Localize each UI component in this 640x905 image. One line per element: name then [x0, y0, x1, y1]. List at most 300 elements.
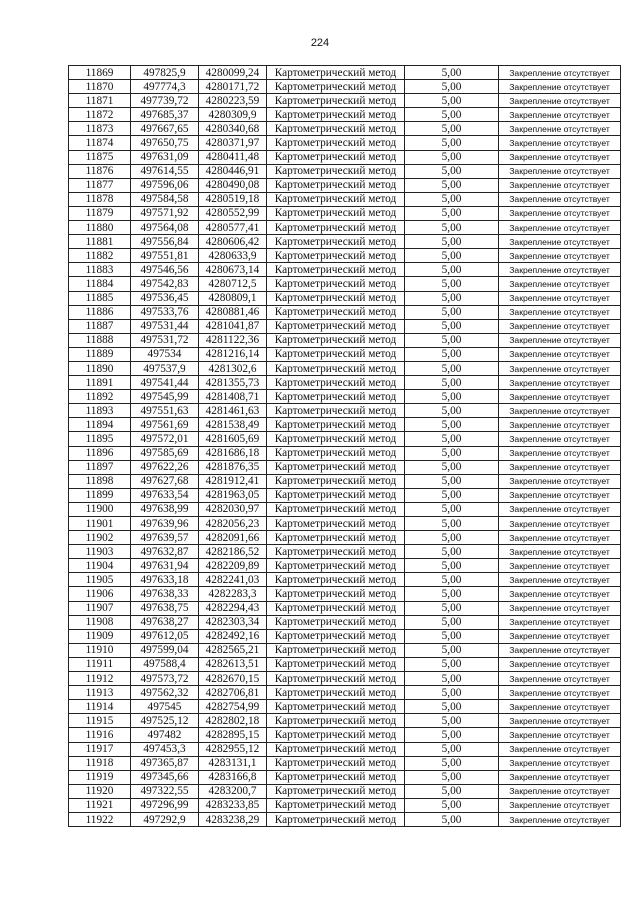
point-number-cell: 11920 [69, 784, 131, 798]
y-coordinate-cell: 4283200,7 [199, 784, 267, 798]
y-coordinate-cell: 4282030,97 [199, 502, 267, 516]
method-cell: Картометрический метод [267, 136, 405, 150]
fixation-cell: Закрепление отсутствует [499, 812, 621, 826]
fixation-cell: Закрепление отсутствует [499, 235, 621, 249]
method-cell: Картометрический метод [267, 192, 405, 206]
accuracy-cell: 5,00 [405, 206, 499, 220]
point-number-cell: 11881 [69, 235, 131, 249]
fixation-cell: Закрепление отсутствует [499, 728, 621, 742]
accuracy-cell: 5,00 [405, 502, 499, 516]
point-number-cell: 11913 [69, 686, 131, 700]
table-row [69, 66, 621, 80]
point-number-cell: 11916 [69, 728, 131, 742]
point-number-cell: 11901 [69, 517, 131, 531]
method-cell: Картометрический метод [267, 150, 405, 164]
x-coordinate-cell: 497638,99 [131, 502, 199, 516]
point-number-cell: 11875 [69, 150, 131, 164]
accuracy-cell: 5,00 [405, 164, 499, 178]
method-cell: Картометрический метод [267, 235, 405, 249]
method-cell: Картометрический метод [267, 615, 405, 629]
y-coordinate-cell: 4283238,29 [199, 812, 267, 826]
fixation-cell: Закрепление отсутствует [499, 672, 621, 686]
table-row [69, 728, 621, 742]
fixation-cell: Закрепление отсутствует [499, 798, 621, 812]
method-cell: Картометрический метод [267, 404, 405, 418]
method-cell: Картометрический метод [267, 531, 405, 545]
table-row [69, 460, 621, 474]
x-coordinate-cell: 497296,99 [131, 798, 199, 812]
fixation-cell: Закрепление отсутствует [499, 460, 621, 474]
fixation-cell: Закрепление отсутствует [499, 784, 621, 798]
y-coordinate-cell: 4280446,91 [199, 164, 267, 178]
point-number-cell: 11915 [69, 714, 131, 728]
point-number-cell: 11895 [69, 432, 131, 446]
method-cell: Картометрический метод [267, 559, 405, 573]
x-coordinate-cell: 497774,3 [131, 80, 199, 94]
table-row [69, 587, 621, 601]
point-number-cell: 11874 [69, 136, 131, 150]
y-coordinate-cell: 4282706,81 [199, 686, 267, 700]
accuracy-cell: 5,00 [405, 80, 499, 94]
method-cell: Картометрический метод [267, 643, 405, 657]
fixation-cell: Закрепление отсутствует [499, 643, 621, 657]
fixation-cell: Закрепление отсутствует [499, 376, 621, 390]
x-coordinate-cell: 497564,08 [131, 221, 199, 235]
point-number-cell: 11909 [69, 629, 131, 643]
method-cell: Картометрический метод [267, 770, 405, 784]
method-cell: Картометрический метод [267, 418, 405, 432]
method-cell: Картометрический метод [267, 545, 405, 559]
table-row [69, 531, 621, 545]
accuracy-cell: 5,00 [405, 545, 499, 559]
fixation-cell: Закрепление отсутствует [499, 94, 621, 108]
x-coordinate-cell: 497345,66 [131, 770, 199, 784]
x-coordinate-cell: 497739,72 [131, 94, 199, 108]
y-coordinate-cell: 4280552,99 [199, 206, 267, 220]
point-number-cell: 11912 [69, 672, 131, 686]
point-number-cell: 11870 [69, 80, 131, 94]
y-coordinate-cell: 4282802,18 [199, 714, 267, 728]
y-coordinate-cell: 4281408,71 [199, 390, 267, 404]
table-row [69, 361, 621, 375]
method-cell: Картометрический метод [267, 573, 405, 587]
accuracy-cell: 5,00 [405, 756, 499, 770]
method-cell: Картометрический метод [267, 221, 405, 235]
method-cell: Картометрический метод [267, 601, 405, 615]
x-coordinate-cell: 497639,57 [131, 531, 199, 545]
x-coordinate-cell: 497638,75 [131, 601, 199, 615]
accuracy-cell: 5,00 [405, 319, 499, 333]
y-coordinate-cell: 4281912,41 [199, 474, 267, 488]
table-row [69, 347, 621, 361]
x-coordinate-cell: 497596,06 [131, 178, 199, 192]
y-coordinate-cell: 4282955,12 [199, 742, 267, 756]
point-number-cell: 11871 [69, 94, 131, 108]
fixation-cell: Закрепление отсутствует [499, 333, 621, 347]
table-row [69, 446, 621, 460]
accuracy-cell: 5,00 [405, 812, 499, 826]
x-coordinate-cell: 497545,99 [131, 390, 199, 404]
fixation-cell: Закрепление отсутствует [499, 742, 621, 756]
table-body [69, 66, 621, 827]
method-cell: Картометрический метод [267, 700, 405, 714]
table-row [69, 164, 621, 178]
x-coordinate-cell: 497551,63 [131, 404, 199, 418]
table-row [69, 150, 621, 164]
accuracy-cell: 5,00 [405, 629, 499, 643]
x-coordinate-cell: 497633,54 [131, 488, 199, 502]
x-coordinate-cell: 497571,92 [131, 206, 199, 220]
x-coordinate-cell: 497292,9 [131, 812, 199, 826]
y-coordinate-cell: 4283166,8 [199, 770, 267, 784]
y-coordinate-cell: 4282492,16 [199, 629, 267, 643]
point-number-cell: 11910 [69, 643, 131, 657]
x-coordinate-cell: 497545 [131, 700, 199, 714]
table-row [69, 136, 621, 150]
point-number-cell: 11900 [69, 502, 131, 516]
x-coordinate-cell: 497667,65 [131, 122, 199, 136]
accuracy-cell: 5,00 [405, 136, 499, 150]
page-number: 224 [310, 37, 330, 49]
y-coordinate-cell: 4282186,52 [199, 545, 267, 559]
fixation-cell: Закрепление отсутствует [499, 418, 621, 432]
point-number-cell: 11908 [69, 615, 131, 629]
y-coordinate-cell: 4282209,89 [199, 559, 267, 573]
accuracy-cell: 5,00 [405, 700, 499, 714]
table-row [69, 474, 621, 488]
point-number-cell: 11904 [69, 559, 131, 573]
y-coordinate-cell: 4282294,43 [199, 601, 267, 615]
method-cell: Картометрический метод [267, 277, 405, 291]
accuracy-cell: 5,00 [405, 94, 499, 108]
point-number-cell: 11872 [69, 108, 131, 122]
y-coordinate-cell: 4280519,18 [199, 192, 267, 206]
table-row [69, 376, 621, 390]
fixation-cell: Закрепление отсутствует [499, 249, 621, 263]
point-number-cell: 11921 [69, 798, 131, 812]
y-coordinate-cell: 4282895,15 [199, 728, 267, 742]
accuracy-cell: 5,00 [405, 474, 499, 488]
method-cell: Картометрический метод [267, 263, 405, 277]
fixation-cell: Закрепление отсутствует [499, 601, 621, 615]
point-number-cell: 11884 [69, 277, 131, 291]
y-coordinate-cell: 4280809,1 [199, 291, 267, 305]
table-row [69, 573, 621, 587]
accuracy-cell: 5,00 [405, 615, 499, 629]
y-coordinate-cell: 4280099,24 [199, 66, 267, 80]
point-number-cell: 11894 [69, 418, 131, 432]
fixation-cell: Закрепление отсутствует [499, 206, 621, 220]
x-coordinate-cell: 497633,18 [131, 573, 199, 587]
table-row [69, 291, 621, 305]
point-number-cell: 11914 [69, 700, 131, 714]
y-coordinate-cell: 4281355,73 [199, 376, 267, 390]
table-row [69, 206, 621, 220]
fixation-cell: Закрепление отсутствует [499, 192, 621, 206]
x-coordinate-cell: 497534 [131, 347, 199, 361]
point-number-cell: 11869 [69, 66, 131, 80]
table-row [69, 192, 621, 206]
y-coordinate-cell: 4280606,42 [199, 235, 267, 249]
y-coordinate-cell: 4281876,35 [199, 460, 267, 474]
accuracy-cell: 5,00 [405, 108, 499, 122]
y-coordinate-cell: 4282241,03 [199, 573, 267, 587]
point-number-cell: 11889 [69, 347, 131, 361]
y-coordinate-cell: 4282754,99 [199, 700, 267, 714]
fixation-cell: Закрепление отсутствует [499, 446, 621, 460]
table-row [69, 700, 621, 714]
method-cell: Картометрический метод [267, 164, 405, 178]
table-row [69, 643, 621, 657]
x-coordinate-cell: 497627,68 [131, 474, 199, 488]
fixation-cell: Закрепление отсутствует [499, 587, 621, 601]
table-row [69, 502, 621, 516]
x-coordinate-cell: 497561,69 [131, 418, 199, 432]
accuracy-cell: 5,00 [405, 122, 499, 136]
fixation-cell: Закрепление отсутствует [499, 66, 621, 80]
table-row [69, 559, 621, 573]
y-coordinate-cell: 4280673,14 [199, 263, 267, 277]
x-coordinate-cell: 497614,55 [131, 164, 199, 178]
fixation-cell: Закрепление отсутствует [499, 686, 621, 700]
method-cell: Картометрический метод [267, 376, 405, 390]
accuracy-cell: 5,00 [405, 573, 499, 587]
point-number-cell: 11885 [69, 291, 131, 305]
x-coordinate-cell: 497588,4 [131, 657, 199, 671]
method-cell: Картометрический метод [267, 502, 405, 516]
coordinates-table [68, 65, 621, 827]
accuracy-cell: 5,00 [405, 150, 499, 164]
fixation-cell: Закрепление отсутствует [499, 319, 621, 333]
fixation-cell: Закрепление отсутствует [499, 221, 621, 235]
accuracy-cell: 5,00 [405, 66, 499, 80]
y-coordinate-cell: 4281963,05 [199, 488, 267, 502]
x-coordinate-cell: 497546,56 [131, 263, 199, 277]
accuracy-cell: 5,00 [405, 178, 499, 192]
y-coordinate-cell: 4281605,69 [199, 432, 267, 446]
method-cell: Картометрический метод [267, 728, 405, 742]
method-cell: Картометрический метод [267, 742, 405, 756]
x-coordinate-cell: 497531,44 [131, 319, 199, 333]
method-cell: Картометрический метод [267, 206, 405, 220]
accuracy-cell: 5,00 [405, 559, 499, 573]
accuracy-cell: 5,00 [405, 305, 499, 319]
y-coordinate-cell: 4282283,3 [199, 587, 267, 601]
x-coordinate-cell: 497556,84 [131, 235, 199, 249]
fixation-cell: Закрепление отсутствует [499, 150, 621, 164]
table-row [69, 714, 621, 728]
table-row [69, 333, 621, 347]
table-row [69, 221, 621, 235]
fixation-cell: Закрепление отсутствует [499, 629, 621, 643]
x-coordinate-cell: 497585,69 [131, 446, 199, 460]
accuracy-cell: 5,00 [405, 347, 499, 361]
method-cell: Картометрический метод [267, 178, 405, 192]
x-coordinate-cell: 497599,04 [131, 643, 199, 657]
x-coordinate-cell: 497572,01 [131, 432, 199, 446]
y-coordinate-cell: 4280309,9 [199, 108, 267, 122]
table-row [69, 756, 621, 770]
accuracy-cell: 5,00 [405, 432, 499, 446]
point-number-cell: 11876 [69, 164, 131, 178]
x-coordinate-cell: 497650,75 [131, 136, 199, 150]
point-number-cell: 11882 [69, 249, 131, 263]
method-cell: Картометрический метод [267, 319, 405, 333]
table-row [69, 235, 621, 249]
fixation-cell: Закрепление отсутствует [499, 545, 621, 559]
accuracy-cell: 5,00 [405, 249, 499, 263]
table-row [69, 80, 621, 94]
method-cell: Картометрический метод [267, 812, 405, 826]
table-row [69, 319, 621, 333]
point-number-cell: 11898 [69, 474, 131, 488]
point-number-cell: 11886 [69, 305, 131, 319]
accuracy-cell: 5,00 [405, 404, 499, 418]
fixation-cell: Закрепление отсутствует [499, 714, 621, 728]
y-coordinate-cell: 4280490,08 [199, 178, 267, 192]
accuracy-cell: 5,00 [405, 376, 499, 390]
fixation-cell: Закрепление отсутствует [499, 178, 621, 192]
point-number-cell: 11902 [69, 531, 131, 545]
method-cell: Картометрический метод [267, 333, 405, 347]
method-cell: Картометрический метод [267, 784, 405, 798]
table-row [69, 418, 621, 432]
point-number-cell: 11905 [69, 573, 131, 587]
x-coordinate-cell: 497541,44 [131, 376, 199, 390]
fixation-cell: Закрепление отсутствует [499, 502, 621, 516]
table-row [69, 277, 621, 291]
point-number-cell: 11911 [69, 657, 131, 671]
table-row [69, 94, 621, 108]
table-row [69, 798, 621, 812]
accuracy-cell: 5,00 [405, 531, 499, 545]
y-coordinate-cell: 4282670,15 [199, 672, 267, 686]
y-coordinate-cell: 4281122,36 [199, 333, 267, 347]
accuracy-cell: 5,00 [405, 657, 499, 671]
x-coordinate-cell: 497631,94 [131, 559, 199, 573]
table-row [69, 784, 621, 798]
x-coordinate-cell: 497531,72 [131, 333, 199, 347]
method-cell: Картометрический метод [267, 122, 405, 136]
fixation-cell: Закрепление отсутствует [499, 517, 621, 531]
table-row [69, 601, 621, 615]
accuracy-cell: 5,00 [405, 263, 499, 277]
table-row [69, 122, 621, 136]
method-cell: Картометрический метод [267, 432, 405, 446]
table-row [69, 629, 621, 643]
accuracy-cell: 5,00 [405, 221, 499, 235]
fixation-cell: Закрепление отсутствует [499, 559, 621, 573]
y-coordinate-cell: 4282565,21 [199, 643, 267, 657]
point-number-cell: 11891 [69, 376, 131, 390]
table-row [69, 812, 621, 826]
method-cell: Картометрический метод [267, 460, 405, 474]
fixation-cell: Закрепление отсутствует [499, 136, 621, 150]
fixation-cell: Закрепление отсутствует [499, 108, 621, 122]
table-row [69, 390, 621, 404]
method-cell: Картометрический метод [267, 714, 405, 728]
fixation-cell: Закрепление отсутствует [499, 404, 621, 418]
accuracy-cell: 5,00 [405, 601, 499, 615]
x-coordinate-cell: 497825,9 [131, 66, 199, 80]
point-number-cell: 11903 [69, 545, 131, 559]
x-coordinate-cell: 497612,05 [131, 629, 199, 643]
point-number-cell: 11917 [69, 742, 131, 756]
y-coordinate-cell: 4281461,63 [199, 404, 267, 418]
y-coordinate-cell: 4280340,68 [199, 122, 267, 136]
method-cell: Картометрический метод [267, 629, 405, 643]
accuracy-cell: 5,00 [405, 361, 499, 375]
y-coordinate-cell: 4280411,48 [199, 150, 267, 164]
accuracy-cell: 5,00 [405, 333, 499, 347]
accuracy-cell: 5,00 [405, 277, 499, 291]
accuracy-cell: 5,00 [405, 728, 499, 742]
y-coordinate-cell: 4282613,51 [199, 657, 267, 671]
accuracy-cell: 5,00 [405, 686, 499, 700]
table-row [69, 545, 621, 559]
y-coordinate-cell: 4280171,72 [199, 80, 267, 94]
method-cell: Картометрический метод [267, 94, 405, 108]
fixation-cell: Закрепление отсутствует [499, 700, 621, 714]
y-coordinate-cell: 4281216,14 [199, 347, 267, 361]
fixation-cell: Закрепление отсутствует [499, 164, 621, 178]
x-coordinate-cell: 497638,33 [131, 587, 199, 601]
point-number-cell: 11892 [69, 390, 131, 404]
y-coordinate-cell: 4281041,87 [199, 319, 267, 333]
point-number-cell: 11897 [69, 460, 131, 474]
y-coordinate-cell: 4283131,1 [199, 756, 267, 770]
fixation-cell: Закрепление отсутствует [499, 291, 621, 305]
table-row [69, 305, 621, 319]
x-coordinate-cell: 497542,83 [131, 277, 199, 291]
table-row [69, 263, 621, 277]
fixation-cell: Закрепление отсутствует [499, 80, 621, 94]
method-cell: Картометрический метод [267, 798, 405, 812]
method-cell: Картометрический метод [267, 488, 405, 502]
point-number-cell: 11879 [69, 206, 131, 220]
accuracy-cell: 5,00 [405, 390, 499, 404]
table-row [69, 742, 621, 756]
fixation-cell: Закрепление отсутствует [499, 277, 621, 291]
fixation-cell: Закрепление отсутствует [499, 615, 621, 629]
point-number-cell: 11906 [69, 587, 131, 601]
x-coordinate-cell: 497638,27 [131, 615, 199, 629]
x-coordinate-cell: 497632,87 [131, 545, 199, 559]
method-cell: Картометрический метод [267, 446, 405, 460]
table-row [69, 657, 621, 671]
method-cell: Картометрический метод [267, 657, 405, 671]
table-row [69, 178, 621, 192]
y-coordinate-cell: 4281538,49 [199, 418, 267, 432]
accuracy-cell: 5,00 [405, 742, 499, 756]
fixation-cell: Закрепление отсутствует [499, 474, 621, 488]
table-row [69, 615, 621, 629]
y-coordinate-cell: 4280577,41 [199, 221, 267, 235]
accuracy-cell: 5,00 [405, 587, 499, 601]
y-coordinate-cell: 4280881,46 [199, 305, 267, 319]
fixation-cell: Закрепление отсутствует [499, 347, 621, 361]
y-coordinate-cell: 4280371,97 [199, 136, 267, 150]
point-number-cell: 11888 [69, 333, 131, 347]
y-coordinate-cell: 4282056,23 [199, 517, 267, 531]
accuracy-cell: 5,00 [405, 784, 499, 798]
accuracy-cell: 5,00 [405, 192, 499, 206]
accuracy-cell: 5,00 [405, 460, 499, 474]
fixation-cell: Закрепление отсутствует [499, 770, 621, 784]
fixation-cell: Закрепление отсутствует [499, 361, 621, 375]
accuracy-cell: 5,00 [405, 643, 499, 657]
fixation-cell: Закрепление отсутствует [499, 305, 621, 319]
